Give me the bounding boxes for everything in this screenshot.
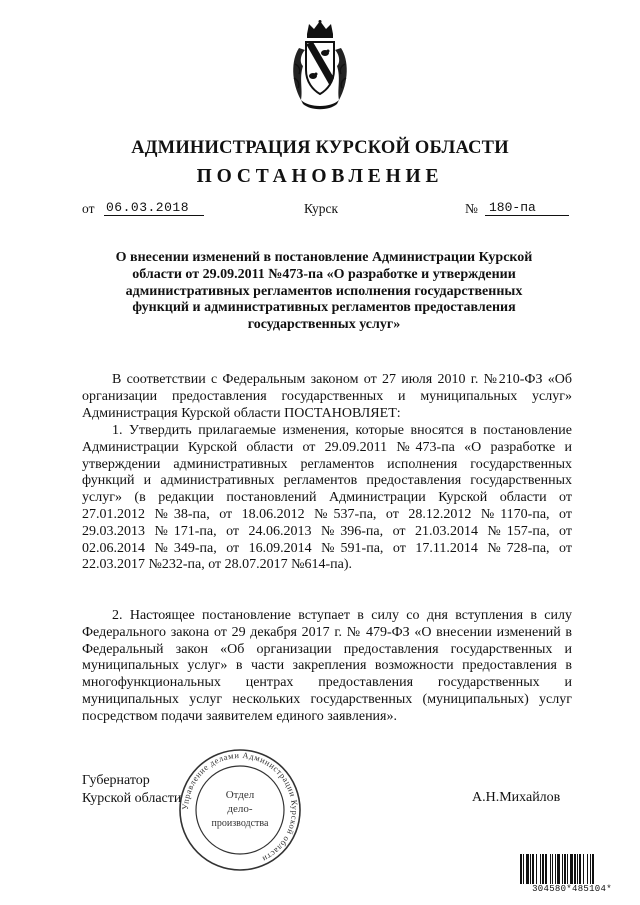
barcode-bar <box>552 854 553 884</box>
position-line-1: Губернатор <box>82 773 150 788</box>
item-1-text: 1. Утвердить прилагаемые изменения, которые вносятся в постановление Администрации Курской области от 29.09.2011 №473-па «О разработке и утверждении административных регламентов исполнения государственных функций и административных регламентов предоставления государственных услуг» (в редакции постановлений Администрации Курской области от 27.01.2012 №38-па, от 18.06.2012 №537-па, от 28.12.2012 №1170-па, от 29.03.2013 №171-па, от 24.06.2013 №396-па, от 21.03.2014 №157-па, от 02.06.2014 №349-па, от 16.09.2014 №591-па, от 17.11.2014 №728-па, от 22.03.2017 №232-па, от 28.07.2017 №614-па). <box>82 423 572 573</box>
stamp-line-2: дело- <box>227 803 253 815</box>
barcode-bar <box>532 854 534 884</box>
organization-title: АДМИНИСТРАЦИЯ КУРСКОЙ ОБЛАСТИ <box>131 138 509 158</box>
barcode-bar <box>520 854 522 884</box>
preamble-paragraph <box>82 372 572 422</box>
barcode-bar <box>570 854 573 884</box>
stamp-line-3: производства <box>211 818 269 829</box>
item-1-paragraph <box>82 423 572 574</box>
barcode-bar <box>555 854 556 884</box>
document-subject: О внесении изменений в постановление Администрации Курской области от 29.09.2011 №473-па «О разработке и утверждении административных регламентов исполнения государственных функций и административных регламентов предоставления государственных услуг» <box>115 250 533 333</box>
barcode-bar <box>540 854 541 884</box>
document-number: 180-па <box>485 200 569 216</box>
document-type-title: ПОСТАНОВЛЕНИЕ <box>196 166 444 187</box>
barcode-bar <box>583 854 584 884</box>
coat-of-arms-icon <box>289 20 351 112</box>
barcode-bar <box>557 854 560 884</box>
barcode-bar <box>564 854 566 884</box>
item-2-paragraph <box>82 608 572 726</box>
position-line-2: Курской области <box>82 791 182 806</box>
preamble-text: В соответствии с Федеральным законом от 27 июля 2010 г. №210-ФЗ «Об организации предоставления государственных и муниципальных услуг» Администрация Курской области ПОСТАНОВЛЯЕТ: <box>82 372 572 421</box>
barcode-bar <box>567 854 568 884</box>
barcode-bar <box>590 854 591 884</box>
document-date: 06.03.2018 <box>104 200 204 216</box>
barcode-bar <box>530 854 531 884</box>
stamp-line-1: Отдел <box>225 789 255 801</box>
barcode-bar <box>574 854 576 884</box>
barcode-bar <box>523 854 524 884</box>
barcode-bar <box>562 854 563 884</box>
barcode-bar <box>536 854 537 884</box>
barcode-bar <box>542 854 544 884</box>
document-city: Курск <box>304 201 339 216</box>
item-2-text: 2. Настоящее постановление вступает в силу со дня вступления в силу Федерального закона от 29 декабря 2017 г. № 479-ФЗ «О внесении изменений в Федеральный закон «Об организации предоставления государственных и муниципальных услуг» в части закрепления возможности предоставления в многофункциональных центрах предоставления государственных и муниципальных услуг нескольких государственных (муниципальных) услуг посредством подачи заявителем единого заявления». <box>82 608 572 724</box>
signatory-name: А.Н.Михайлов <box>472 790 561 805</box>
signatory-position <box>82 772 181 808</box>
office-stamp <box>176 746 304 874</box>
barcode-bar <box>592 854 594 884</box>
document-meta-line <box>82 201 572 221</box>
barcode-bar <box>587 854 588 884</box>
barcode-number: 304580*485104* <box>532 884 612 894</box>
barcode-bar <box>577 854 578 884</box>
barcode-bar <box>579 854 581 884</box>
stamp-ring-text: Управление делами Администрации Курской области <box>179 749 301 865</box>
barcode-bar <box>526 854 529 884</box>
date-prefix: от <box>82 201 95 216</box>
number-prefix: № <box>465 201 478 216</box>
barcode-bar <box>550 854 551 884</box>
barcode-bar <box>545 854 547 884</box>
